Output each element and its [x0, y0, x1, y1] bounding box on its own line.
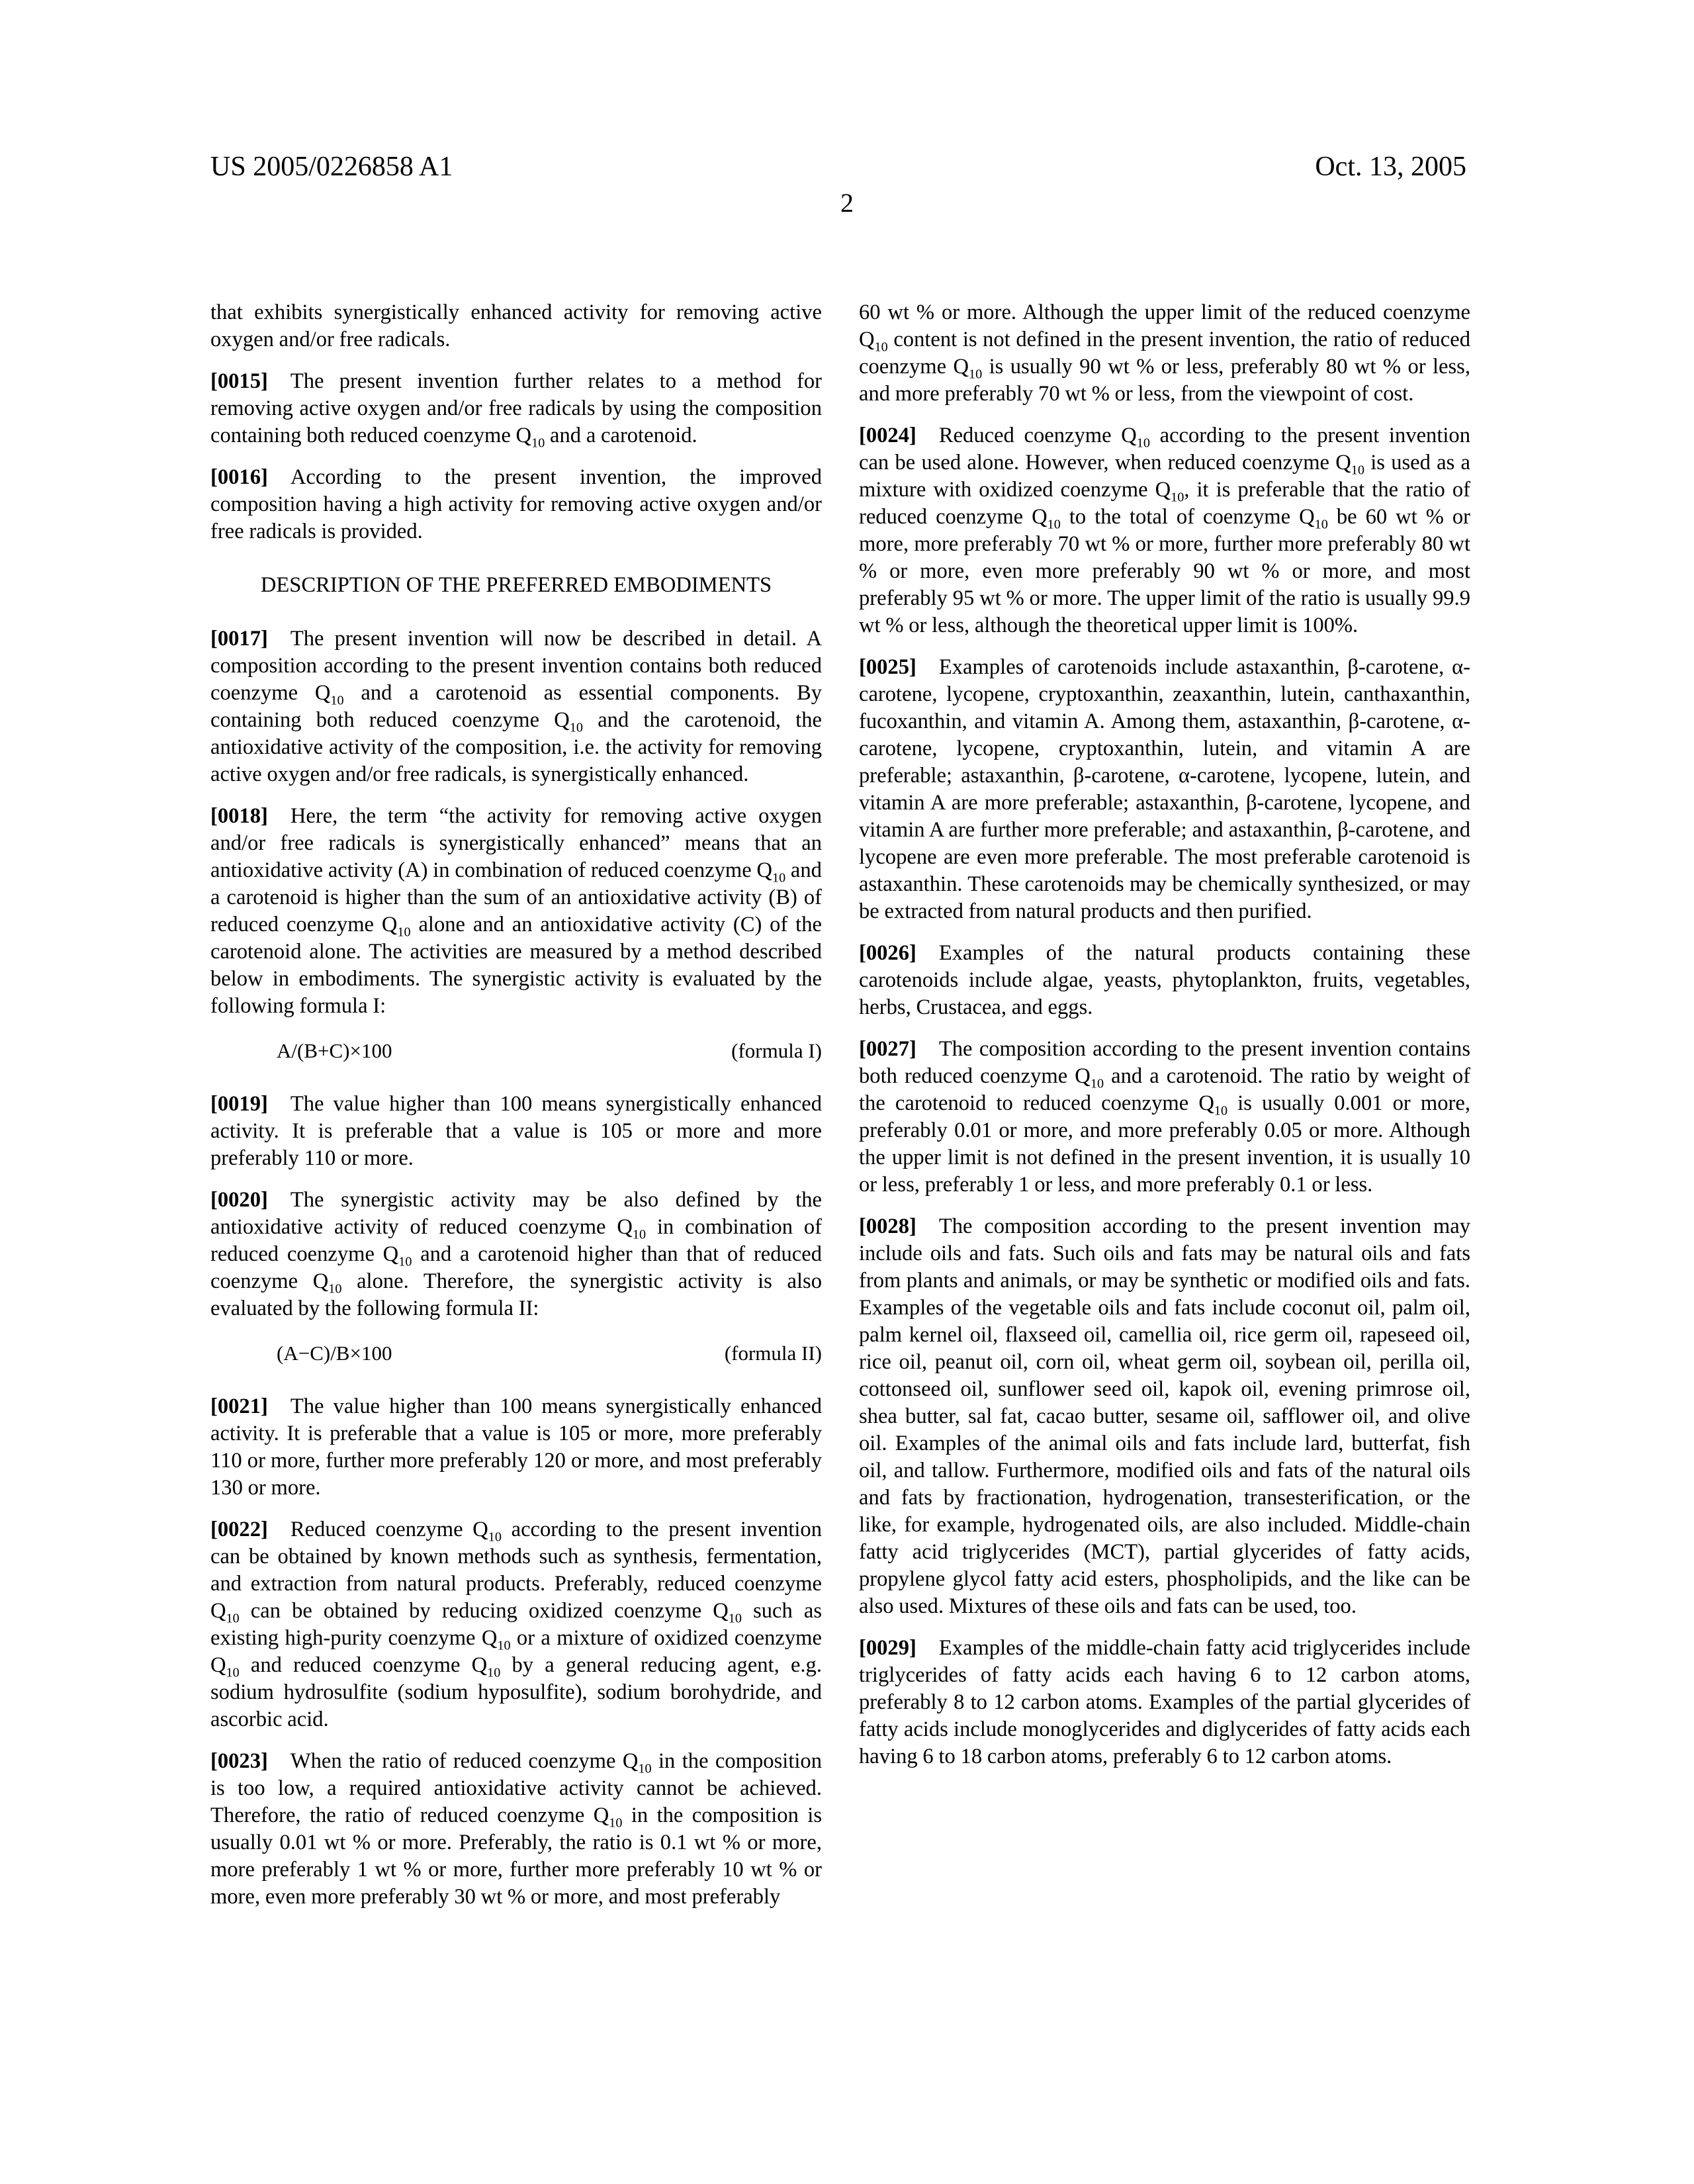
publication-number: US 2005/0226858 A1 — [210, 152, 453, 182]
paragraph-0016: [0016] According to the present invention, the improved composition having a high activity for removing active oxygen and/or free radicals is provided. — [210, 465, 822, 543]
paragraph-number: [0016] — [210, 465, 268, 489]
paragraph-0018: [0018] Here, the term “the activity for removing active oxygen and/or free radicals is synergistically enhanced” means that an antioxidative activity (A) in combination of reduced coenzyme $Q_{10}$ and a carotenoid is higher than the sum of an antioxidative activity (B) of reduced coenzyme $Q_{10}$ alone and an antioxidative activity (C) of the carotenoid alone. The activities are measured by a method described below in embodiments. The synergistic activity is evaluated by the following formula I: — [210, 804, 822, 1018]
paragraph-number: [0020] — [210, 1188, 268, 1212]
paragraph-number: [0028] — [859, 1214, 916, 1238]
formula-label: (formula II) — [724, 1342, 822, 1365]
paragraph-0022: [0022] Reduced coenzyme $Q_{10}$ according to the present invention can be obtained by known methods such as synthesis, fermentation, and extraction from natural products. Preferably, reduced coenzyme $Q_{10}$ can be obtained by reducing oxidized coenzyme $Q_{10}$ such as existing high-purity coenzyme $Q_{10}$ or a mixture of oxidized coenzyme $Q_{10}$ and reduced coenzyme $Q_{10}$ by a general reducing agent, e.g. sodium hydrosulfite (sodium hyposulfite), sodium borohydride, and ascorbic acid. — [210, 1518, 823, 1731]
paragraph-0028: [0028] The composition according to the present invention may include oils and fats. Such oils and fats may be natural oils and fats from plants and animals, or may be synthetic or modified oils and fats. Examples of the vegetable oils and fats include coconut oil, palm oil, palm kernel oil, flaxseed oil, camellia oil, rice germ oil, rapeseed oil, rice oil, peanut oil, corn oil, wheat germ oil, soybean oil, perilla oil, cottonseed oil, sunflower seed oil, kapok oil, evening primrose oil, shea butter, sal fat, cacao butter, sesame oil, safflower oil, and olive oil. Examples of the animal oils and fats include lard, butterfat, fish oil, and tallow. Furthermore, modified oils and fats of the natural oils and fats by fractionation, hydrogenation, transesterification, or the like, for example, hydrogenated oils, are also included. Middle-chain fatty acid triglycerides (MCT), partial glycerides of fatty acids, propylene glycol fatty acid esters, phospholipids, and the like can be also used. Mixtures of these oils and fats can be used, too. — [859, 1214, 1470, 1618]
paragraph-0024: [0024] Reduced coenzyme $Q_{10}$ according to the present invention can be used alone. However, when reduced coenzyme $Q_{10}$ is used as a mixture with oxidized coenzyme $Q_{10}$, it is preferable that the ratio of reduced coenzyme $Q_{10}$ to the total of coenzyme $Q_{10}$ be 60 wt % or more, more preferably 70 wt % or more, further more preferably 80 wt % or more, even more preferably 90 wt % or more, and most preferably 95 wt % or more. The upper limit of the ratio is usually 99.9 wt % or less, although the theoretical upper limit is 100%. — [859, 424, 1470, 637]
paragraph-number: [0026] — [859, 941, 916, 965]
paragraph-0026: [0026] Examples of the natural products containing these carotenoids include algae, yeasts, phytoplankton, fruits, vegetables, herbs, Crustacea, and eggs. — [859, 941, 1470, 1019]
paragraph-0029: [0029] Examples of the middle-chain fatty acid triglycerides include triglycerides of fatty acids each having 6 to 12 carbon atoms, preferably 8 to 12 carbon atoms. Examples of the partial glycerides of fatty acids include monoglycerides and diglycerides of fatty acids each having 6 to 18 carbon atoms, preferably 6 to 12 carbon atoms. — [859, 1636, 1470, 1768]
publication-date: Oct. 13, 2005 — [1315, 152, 1466, 182]
continuation-paragraph: that exhibits synergistically enhanced activity for removing active oxygen and/or free radicals. — [210, 300, 822, 351]
paragraph-0023: [0023] When the ratio of reduced coenzyme $Q_{10}$ in the composition is too low, a required antioxidative activity cannot be achieved. Therefore, the ratio of reduced coenzyme $Q_{10}$ in the composition is usually 0.01 wt % or more. Preferably, the ratio is 0.1 wt % or more, more preferably 1 wt % or more, further more preferably 10 wt % or more, even more preferably 30 wt % or more, and most preferably — [210, 1749, 823, 1909]
formula-line — [210, 1037, 822, 1064]
paragraph-0027: [0027] The composition according to the present invention contains both reduced coenzyme $Q_{10}$ and a carotenoid. The ratio by weight of the carotenoid to reduced coenzyme $Q_{10}$ is usually 0.001 or more, preferably 0.01 or more, and more preferably 0.05 or more. Although the upper limit is not defined in the present invention, it is usually 10 or less, preferably 1 or less, and more preferably 0.1 or less. — [859, 1037, 1470, 1197]
section-heading: DESCRIPTION OF THE PREFERRED EMBODIMENTS — [260, 573, 772, 597]
text-columns — [210, 299, 1470, 1925]
paragraph-number: [0029] — [859, 1636, 916, 1660]
paragraph-number: [0022] — [210, 1518, 268, 1541]
formula-expression: (A−C)/B×100 — [277, 1342, 392, 1365]
paragraph-number: [0017] — [210, 627, 268, 651]
paragraph-0020: [0020] The synergistic activity may be also defined by the antioxidative activity of reduced coenzyme $Q_{10}$ in combination of reduced coenzyme $Q_{10}$ and a carotenoid higher than that of reduced coenzyme $Q_{10}$ alone. Therefore, the synergistic activity is also evaluated by the following formula II: — [210, 1188, 823, 1320]
paragraph-number: [0018] — [210, 804, 268, 828]
paragraph-number: [0025] — [859, 655, 916, 679]
paragraph-0015: [0015] The present invention further relates to a method for removing active oxygen and/or free radicals by using the composition containing both reduced coenzyme $Q_{10}$ and a carotenoid. — [210, 369, 822, 451]
page-header — [210, 153, 1466, 181]
left-column — [210, 299, 822, 1925]
paragraph-0025: [0025] Examples of carotenoids include astaxanthin, β-carotene, α-carotene, lycopene, cryptoxanthin, zeaxanthin, lutein, canthaxanthin, fucoxanthin, and vitamin A. Among them, astaxanthin, β-carotene, α-carotene, lycopene, cryptoxanthin, lutein, and vitamin A are preferable; astaxanthin, β-carotene, α-carotene, lycopene, lutein, and vitamin A are more preferable; astaxanthin, β-carotene, lycopene, and vitamin A are further more preferable; and astaxanthin, β-carotene, and lycopene are even more preferable. The most preferable carotenoid is astaxanthin. These carotenoids may be chemically synthesized, or may be extracted from natural products and then purified. — [859, 655, 1470, 923]
page-number: 2 — [840, 188, 854, 218]
formula-expression: A/(B+C)×100 — [277, 1039, 392, 1062]
paragraph-number: [0027] — [859, 1037, 916, 1061]
continuation-paragraph: 60 wt % or more. Although the upper limit of the reduced coenzyme $Q_{10}$ content is not defined in the present invention, the ratio of reduced coenzyme $Q_{10}$ is usually 90 wt % or less, preferably 80 wt % or less, and more preferably 70 wt % or less, from the viewpoint of cost. — [859, 300, 1470, 406]
paragraph-0017: [0017] The present invention will now be described in detail. A composition according to the present invention contains both reduced coenzyme $Q_{10}$ and a carotenoid as essential components. By containing both reduced coenzyme $Q_{10}$ and the carotenoid, the antioxidative activity of the composition, i.e. the activity for removing active oxygen and/or free radicals, is synergistically enhanced. — [210, 627, 822, 786]
formula-line — [210, 1340, 822, 1367]
formula-label: (formula I) — [731, 1039, 822, 1062]
paragraph-0019: [0019] The value higher than 100 means synergistically enhanced activity. It is preferable that a value is 105 or more and more preferably 110 or more. — [210, 1092, 822, 1170]
paragraph-number: [0019] — [210, 1092, 268, 1116]
right-column — [859, 299, 1470, 1925]
paragraph-number: [0015] — [210, 369, 268, 393]
paragraph-number: [0021] — [210, 1394, 268, 1418]
paragraph-number: [0024] — [859, 424, 916, 447]
paragraph-0021: [0021] The value higher than 100 means synergistically enhanced activity. It is preferable that a value is 105 or more, more preferably 110 or more, further more preferably 120 or more, and most preferably 130 or more. — [210, 1394, 822, 1500]
paragraph-number: [0023] — [210, 1749, 268, 1773]
